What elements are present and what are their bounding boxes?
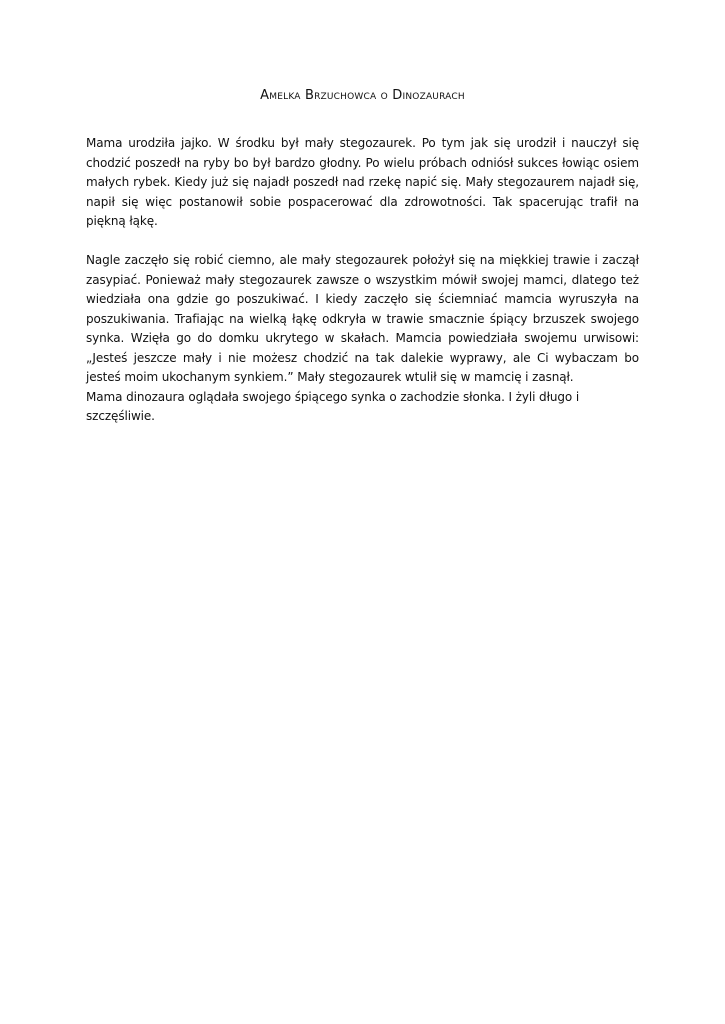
- paragraph-3: Mama dinozaura oglądała swojego śpiącego synka o zachodzie słonka. I żyli długo i szczęśliwie.: [86, 389, 580, 423]
- paragraph-2: Nagle zaczęło się robić ciemno, ale mały stegozaurek położył się na miękkiej trawie i zaczął zasypiać. Ponieważ mały stegozaurek zawsze o wszystkim mówił swojej mamci, dlatego też wiedziała ona gdzie go poszukiwać. I kiedy zaczęło się ściemniać mamcia wyruszyła na poszukiwania. Trafiając na wielką łąkę odkryła w trawie smacznie śpiący brzuszek swojego synka. Wzięła go do domku ukrytego w skałach. Mamcia powiedziała swojemu urwisowi: „Jesteś jeszcze mały i nie możesz chodzić na tak dalekie wyprawy, ale Ci wybaczam bo jesteś moim ukochanym synkiem.” Mały stegozaurek wtulił się w mamcię i zasnął.: [86, 253, 639, 384]
- document-title: Amelka Brzuchowca o Dinozaurach: [260, 88, 465, 103]
- paragraph-1: Mama urodziła jajko. W środku był mały stegozaurek. Po tym jak się urodził i nauczył się chodzić poszedł na ryby bo był bardzo głodny. Po wielu próbach odniósł sukces łowiąc osiem małych rybek. Kiedy już się najadł poszedł nad rzekę napić się. Mały stegozaurem najadł się, napił się więc postanowił sobie pospacerować dla zdrowotności. Tak spacerując trafił na piękną łąkę.: [86, 136, 639, 228]
- paragraph-gap: [86, 232, 639, 252]
- document-page: [86, 84, 639, 427]
